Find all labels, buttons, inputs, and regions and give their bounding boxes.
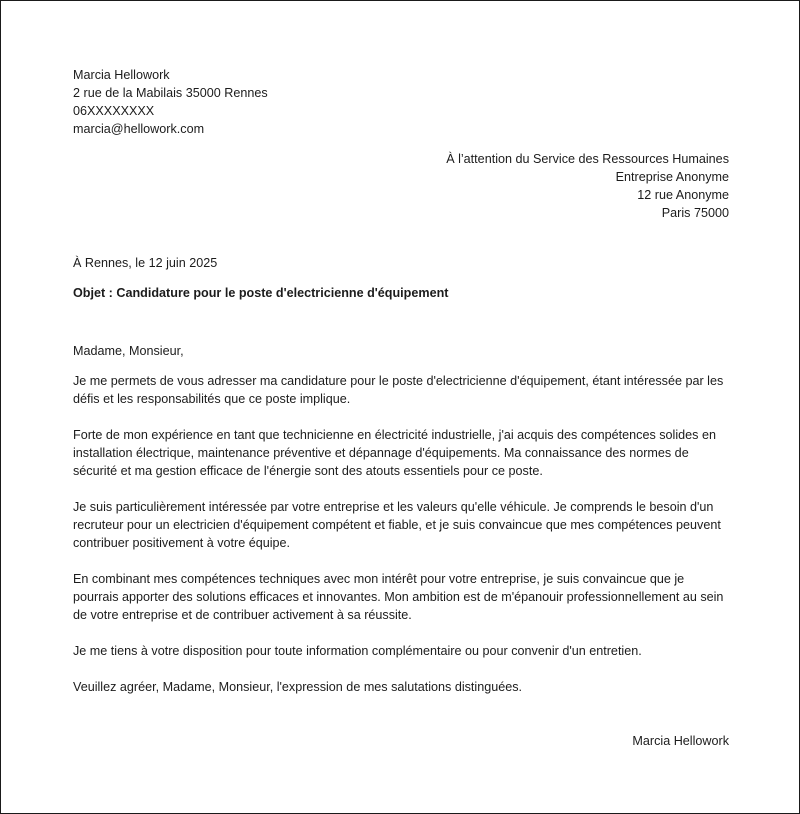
greeting: Madame, Monsieur, bbox=[73, 344, 184, 358]
signature: Marcia Hellowork bbox=[632, 734, 729, 748]
paragraph-availability: Je me tiens à votre disposition pour toute information complémentaire ou pour convenir d'un entretien. bbox=[73, 644, 642, 658]
recipient-company: Entreprise Anonyme bbox=[615, 170, 729, 184]
date-line: À Rennes, le 12 juin 2025 bbox=[73, 256, 218, 270]
paragraph-ambition: En combinant mes compétences techniques avec mon intérêt pour votre entreprise, je suis convaincue que je pourrais apporter des solutions efficaces et innovantes. Mon ambition est de m'épanouir professionnellement au sein de votre entreprise et de contribuer activement à sa réussite. bbox=[73, 572, 724, 622]
subject-line: Objet : Candidature pour le poste d'electricienne d'équipement bbox=[73, 286, 449, 300]
sender-name: Marcia Hellowork bbox=[73, 68, 170, 82]
paragraph-intro: Je me permets de vous adresser ma candidature pour le poste d'electricienne d'équipement, étant intéressée par les défis et les responsabilités que ce poste implique. bbox=[73, 374, 724, 406]
sender-phone: 06XXXXXXXX bbox=[73, 104, 155, 118]
paragraph-motivation: Je suis particulièrement intéressée par votre entreprise et les valeurs qu'elle véhicule. Je comprends le besoin d'un recruteur pour un electricien d'équipement compétent et fiable, et je suis convaincue que mes compétences peuvent contribuer positivement à votre équipe. bbox=[73, 500, 721, 550]
recipient-street: 12 rue Anonyme bbox=[637, 188, 729, 202]
sender-address: 2 rue de la Mabilais 35000 Rennes bbox=[73, 86, 268, 100]
sender-block bbox=[73, 66, 729, 138]
recipient-block bbox=[73, 150, 729, 222]
letter-body bbox=[73, 342, 729, 714]
recipient-city: Paris 75000 bbox=[661, 206, 729, 220]
paragraph-experience: Forte de mon expérience en tant que technicienne en électricité industrielle, j'ai acquis des compétences solides en installation électrique, maintenance préventive et dépannage d'équipements. Ma connaissance des normes de sécurité et ma gestion efficace de l'énergie sont des atouts essentiels pour ce poste. bbox=[73, 428, 716, 478]
recipient-attention: À l’attention du Service des Ressources Humaines bbox=[446, 152, 729, 166]
paragraph-closing: Veuillez agréer, Madame, Monsieur, l'expression de mes salutations distinguées. bbox=[73, 680, 523, 694]
sender-email: marcia@hellowork.com bbox=[73, 122, 205, 136]
